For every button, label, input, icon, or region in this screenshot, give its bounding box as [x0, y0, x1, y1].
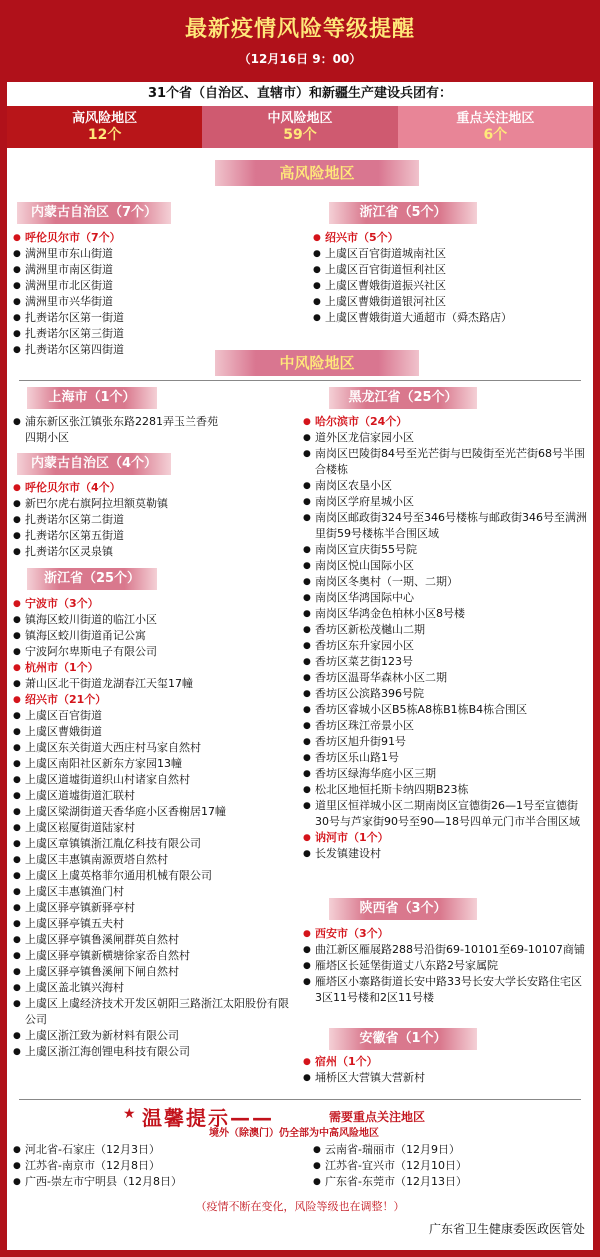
list-item: ● 满洲里市东山街道 [13, 246, 303, 262]
city-item: ● 杭州市（1个） [13, 660, 289, 676]
list-item: ● 上虞区浙江致为新材料有限公司 [13, 1028, 289, 1044]
list-item: ● 雁塔区长延堡街道丈八东路2号家属院 [303, 958, 587, 974]
mid-left-header-0: 上海市（1个） [27, 387, 157, 409]
list-item: ● 道里区恒祥城小区二期南岗区宣德街26—1号至宣德街30号与芦家街90号至90—18号四单元门市半合围区域 [303, 798, 587, 830]
list-item: ● 道外区龙信家园小区 [303, 430, 587, 446]
list-item: ● 广西-崇左市宁明县（12月8日） [13, 1174, 293, 1190]
list-item: ● 云南省-瑞丽市（12月9日） [313, 1142, 589, 1158]
list-item: ● 满洲里市南区街道 [13, 262, 303, 278]
mid-right-list-2 [303, 1054, 587, 1086]
list-item: ● 上虞区驿亭镇五夫村 [13, 916, 289, 932]
mid-left-header-2: 浙江省（25个） [27, 568, 157, 590]
list-item: ● 江苏省-南京市（12月8日） [13, 1158, 293, 1174]
list-item: ● 上虞区驿亭镇新驿亭村 [13, 900, 289, 916]
list-item: ● 上虞区曹娥街道振兴社区 [313, 278, 583, 294]
list-item: ● 曲江新区雁展路288号沿街69-10101至69-10107商铺 [303, 942, 587, 958]
mid-right-header-2: 安徽省（1个） [329, 1028, 477, 1050]
tips-warning: （疫情不断在变化，风险等级也在调整！） [195, 1200, 405, 1213]
summary-subtitle: 31个省（自治区、直辖市）和新疆生产建设兵团有： [147, 86, 453, 101]
high-left-header: 内蒙古自治区（7个） [17, 202, 171, 224]
list-item: ● 上虞区驿亭镇鲁溪闸下闸自然村 [13, 964, 289, 980]
city-item: ● 哈尔滨市（24个） [303, 414, 587, 430]
tips-right-list [313, 1142, 589, 1190]
list-item: ● 上虞区浙江海创锂电科技有限公司 [13, 1044, 289, 1060]
list-item: ● 香坊区新松茂樾山二期 [303, 622, 587, 638]
list-item: ● 香坊区东升家园小区 [303, 638, 587, 654]
mid-risk-banner: 中风险地区 [215, 350, 419, 376]
list-item: ● 上虞区丰惠镇渔门村 [13, 884, 289, 900]
city-item: ● 宿州（1个） [303, 1054, 587, 1070]
list-item: ● 浦东新区张江镇张东路2281弄玉兰香苑四期小区 [13, 414, 223, 446]
high-right-list [313, 230, 583, 326]
tips-title: 温馨提示—— [142, 1106, 274, 1130]
list-item: ● 镇海区蛟川街道甬记公寓 [13, 628, 289, 644]
list-item: ● 扎赉诺尔区第三街道 [13, 326, 303, 342]
mid-left-list-1 [13, 480, 303, 560]
header [0, 0, 600, 80]
list-item: ● 香坊区绿海华庭小区三期 [303, 766, 587, 782]
content-panel [7, 82, 593, 1250]
list-item: ● 上虞区百官街道 [13, 708, 289, 724]
list-item: ● 广东省-东莞市（12月13日） [313, 1174, 589, 1190]
list-item: ● 萧山区北干街道龙湖春江天玺17幢 [13, 676, 289, 692]
list-item: ● 扎赉诺尔区第四街道 [13, 342, 303, 358]
list-item: ● 南岗区农垦小区 [303, 478, 587, 494]
update-time: （12月16日 9：00） [238, 52, 362, 66]
tips-subtitle: 需要重点关注地区 [329, 1110, 426, 1124]
city-item: ● 西安市（3个） [303, 926, 587, 942]
list-item: ● 上虞区曹娥街道银河社区 [313, 294, 583, 310]
tips-note-overseas: 境外（除澳门）仍全部为中高风险地区 [209, 1128, 379, 1139]
list-item: ● 南岗区冬奥村（一期、二期） [303, 574, 587, 590]
signature: 广东省卫生健康委医政医管处 [428, 1222, 585, 1236]
summary-focus [398, 106, 593, 148]
summary-high-label: 高风险地区 [72, 111, 138, 126]
list-item: ● 长发镇建设村 [303, 846, 587, 862]
city-item: ● 讷河市（1个） [303, 830, 587, 846]
list-item: ● 上虞区驿亭镇新横塘徐家岙自然村 [13, 948, 289, 964]
summary-focus-count: 6个 [483, 127, 508, 143]
list-item: ● 上虞区道墟街道汇联村 [13, 788, 289, 804]
list-item: ● 南岗区学府星城小区 [303, 494, 587, 510]
summary-mid-label: 中风险地区 [267, 111, 333, 126]
high-risk-banner: 高风险地区 [215, 160, 419, 186]
list-item: ● 扎赉诺尔区灵泉镇 [13, 544, 303, 560]
summary-focus-label: 重点关注地区 [456, 111, 535, 126]
mid-left-list-2 [13, 596, 289, 1060]
list-item: ● 上虞区百官街道城南社区 [313, 246, 583, 262]
mid-right-list-1 [303, 926, 587, 1006]
list-item: ● 南岗区宣庆街55号院 [303, 542, 587, 558]
list-item: ● 南岗区邮政街324号至346号楼栋与邮政街346号至满洲里街59号楼栋半合围区域 [303, 510, 587, 542]
summary-row [7, 106, 593, 148]
divider [19, 380, 581, 381]
list-item: ● 上虞区东关街道大西庄村马家自然村 [13, 740, 289, 756]
mid-right-list-0 [303, 414, 587, 862]
list-item: ● 上虞区丰惠镇南源贾塔自然村 [13, 852, 289, 868]
high-right-header: 浙江省（5个） [329, 202, 477, 224]
list-item: ● 满洲里市北区街道 [13, 278, 303, 294]
list-item: ● 宁波阿尔卑斯电子有限公司 [13, 644, 289, 660]
list-item: ● 香坊区珠江帝景小区 [303, 718, 587, 734]
list-item: ● 南岗区华鸿国际中心 [303, 590, 587, 606]
divider [19, 1099, 581, 1100]
list-item: ● 香坊区睿城小区B5栋A8栋B1栋B4栋合围区 [303, 702, 587, 718]
page-title: 最新疫情风险等级提醒 [184, 17, 415, 42]
summary-high [7, 106, 202, 148]
summary-mid-count: 59个 [283, 127, 317, 143]
summary-mid [202, 106, 397, 148]
list-item: ● 扎赉诺尔区第一街道 [13, 310, 303, 326]
list-item: ● 上虞区崧厦街道陆家村 [13, 820, 289, 836]
city-item: ● 呼伦贝尔市（4个） [13, 480, 303, 496]
mid-right-header-0: 黑龙江省（25个） [329, 387, 477, 409]
city-item: ● 呼伦贝尔市（7个） [13, 230, 303, 246]
list-item: ● 香坊区公滨路396号院 [303, 686, 587, 702]
list-item: ● 上虞区驿亭镇鲁溪闸群英自然村 [13, 932, 289, 948]
list-item: ● 上虞区上虞英格菲尔通用机械有限公司 [13, 868, 289, 884]
list-item: ● 扎赉诺尔区第二街道 [13, 512, 303, 528]
list-item: ● 上虞区曹娥街道 [13, 724, 289, 740]
list-item: ● 镇海区蛟川街道的临江小区 [13, 612, 289, 628]
list-item: ● 香坊区旭升街91号 [303, 734, 587, 750]
list-item: ● 香坊区菜艺街123号 [303, 654, 587, 670]
mid-left-list-0 [13, 414, 223, 446]
list-item: ● 上虞区上虞经济技术开发区朝阳三路浙江太阳股份有限公司 [13, 996, 289, 1028]
mid-right-header-1: 陕西省（3个） [329, 898, 477, 920]
high-left-list [13, 230, 303, 358]
list-item: ● 上虞区道墟街道织山村诸家自然村 [13, 772, 289, 788]
list-item: ● 南岗区巴陵街84号至光芒街与巴陵街至光芒街68号半围合楼栋 [303, 446, 587, 478]
city-item: ● 绍兴市（21个） [13, 692, 289, 708]
summary-high-count: 12个 [87, 127, 122, 143]
list-item: ● 上虞区章镇镇浙江胤亿科技有限公司 [13, 836, 289, 852]
list-item: ● 上虞区百官街道恒利社区 [313, 262, 583, 278]
star-icon: ★ [123, 1106, 136, 1122]
list-item: ● 雁塔区小寨路街道长安中路33号长安大学长安路住宅区3区11号楼和2区11号楼 [303, 974, 587, 1006]
tips-section [7, 1102, 593, 1242]
list-item: ● 上虞区梁湖街道天香华庭小区香榭居17幢 [13, 804, 289, 820]
list-item: ● 埇桥区大营镇大营新村 [303, 1070, 587, 1086]
tips-left-list [13, 1142, 293, 1190]
list-item: ● 江苏省-宜兴市（12月10日） [313, 1158, 589, 1174]
list-item: ● 南岗区悦山国际小区 [303, 558, 587, 574]
mid-left-header-1: 内蒙古自治区（4个） [17, 453, 171, 475]
list-item: ● 南岗区华鸿金色柏林小区8号楼 [303, 606, 587, 622]
list-item: ● 河北省-石家庄（12月3日） [13, 1142, 293, 1158]
list-item: ● 上虞区曹娥街道大通超市（舜杰路店） [313, 310, 583, 326]
list-item: ● 上虞区南阳社区新东方家园13幢 [13, 756, 289, 772]
list-item: ● 香坊区乐山路1号 [303, 750, 587, 766]
list-item: ● 松北区地恒托斯卡纳四期B23栋 [303, 782, 587, 798]
list-item: ● 新巴尔虎右旗阿拉坦额莫勒镇 [13, 496, 303, 512]
list-item: ● 满洲里市兴华街道 [13, 294, 303, 310]
list-item: ● 香坊区温哥华森林小区二期 [303, 670, 587, 686]
city-item: ● 宁波市（3个） [13, 596, 289, 612]
list-item: ● 扎赉诺尔区第五街道 [13, 528, 303, 544]
city-item: ● 绍兴市（5个） [313, 230, 583, 246]
list-item: ● 上虞区盖北镇兴海村 [13, 980, 289, 996]
